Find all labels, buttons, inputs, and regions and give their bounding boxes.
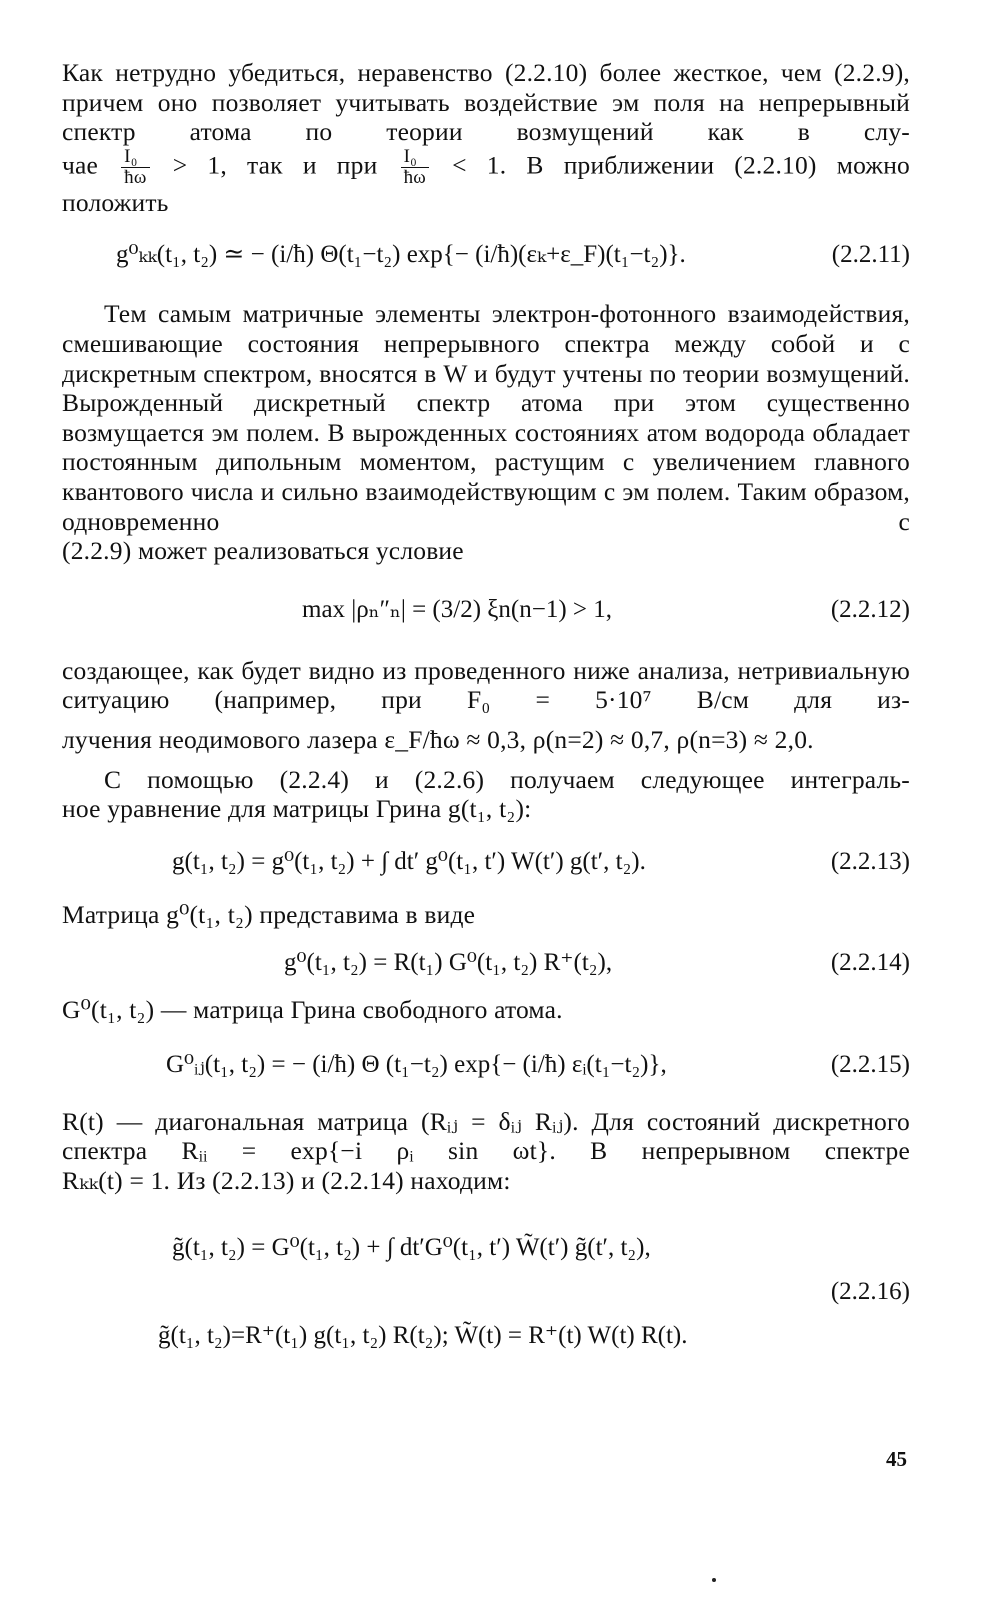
paragraph-3: создающее, как будет видно из проведенного ниже анализа, нетривиальную ситуацию (например, при F₀ = 5·10⁷ В/см для из- — [62, 655, 910, 715]
equation-body: g(t₁, t₂) = g⁰(t₁, t₂) + ∫ dt′ g⁰(t₁, t′) W(t′) g(t′, t₂). — [172, 847, 646, 875]
equation-2-2-16b — [62, 1312, 910, 1360]
equation-number: (2.2.16) — [830, 1277, 910, 1305]
fraction-i0-over-hw-2 — [401, 147, 429, 188]
paragraph-2-end: (2.2.9) может реализоваться условие — [62, 536, 464, 566]
equation-number: (2.2.11) — [831, 241, 910, 269]
text-mid: > 1, так и при — [172, 150, 378, 180]
equation-body: g⁰ₖₖ(t₁, t₂) ≃ − (i/ħ) Θ(t₁−t₂) exp{− (i/ħ)(εₖ+ε_F)(t₁−t₂)}. — [116, 241, 686, 269]
equation-body: g̃(t₁, t₂)=R⁺(t₁) g(t₁, t₂) R(t₂); W̃(t) = R⁺(t) W(t) R(t). — [158, 1321, 688, 1349]
paragraph-2: Тем самым матричные элементы электрон-фотонного взаимодействия, смешивающие состояния непрерывного спектра между собой и с дискретным спектром, вносятся в W и будут учтены по теории возмущений. Вырожденный дискретный спектр атома при этом существенно возмущается эм полем. В вырожденных состояниях атом водорода обладает постоянным дипольным моментом, растущим с увеличением главного квантового числа и сильно взаимодействующим с эм полем. Таким образом, одновременно с — [62, 299, 910, 536]
equation-2-2-11 — [62, 231, 910, 279]
equation-body: g̃(t₁, t₂) = G⁰(t₁, t₂) + ∫ dt′G⁰(t₁, t′) W̃(t′) g̃(t′, t₂), — [172, 1233, 651, 1261]
paragraph-5: Матрица g⁰(t₁, t₂) представима в виде — [62, 899, 476, 929]
text-post: < 1. В приближении (2.2.10) можно — [452, 150, 910, 180]
paragraph-6: G⁰(t₁, t₂) — матрица Грина свободного атома. — [62, 995, 563, 1025]
equation-number: (2.2.14) — [830, 949, 910, 977]
equation-2-2-12 — [62, 586, 910, 634]
equation-2-2-13 — [62, 838, 910, 886]
paragraph-1-line-fractions — [62, 147, 910, 188]
equation-body: G⁰ᵢⱼ(t₁, t₂) = − (i/ħ) Θ (t₁−t₂) exp{− (i/ħ) εᵢ(t₁−t₂)}, — [166, 1050, 667, 1078]
equation-body: g⁰(t₁, t₂) = R(t₁) G⁰(t₁, t₂) R⁺(t₂), — [284, 949, 613, 977]
paragraph-7: R(t) — диагональная матрица (Rᵢⱼ = δᵢⱼ Rᵢⱼ). Для состояний дискретного спектра Rᵢᵢ = exp{−i ρᵢ sin ωt}. В непрерывном спектре — [62, 1106, 910, 1166]
fraction-numerator: I₀ — [401, 147, 429, 168]
equation-number: (2.2.15) — [830, 1050, 910, 1078]
fraction-i0-over-hw — [121, 147, 149, 188]
equation-number: (2.2.13) — [830, 847, 910, 875]
equation-2-2-14 — [62, 939, 910, 987]
equation-body: max |ρₙ″ₙ| = (3/2) ξn(n−1) > 1, — [302, 595, 613, 623]
page-number: 45 — [886, 1447, 907, 1471]
equation-2-2-16a — [62, 1224, 910, 1272]
equation-2-2-16-number-row — [62, 1272, 910, 1312]
equation-number: (2.2.12) — [830, 595, 910, 623]
print-dot — [712, 1578, 716, 1582]
paragraph-4: С помощью (2.2.4) и (2.2.6) получаем следующее интеграль- — [104, 764, 910, 794]
paragraph-1-end: положить — [62, 187, 169, 217]
equation-2-2-15 — [62, 1041, 910, 1089]
fraction-denominator: ħω — [124, 166, 147, 188]
paragraph-3-end: лучения неодимового лазера ε_F/ħω ≈ 0,3, ρ(n=2) ≈ 0,7, ρ(n=3) ≈ 2,0. — [62, 724, 814, 754]
paragraph-4-end: ное уравнение для матрицы Грина g(t₁, t₂): — [62, 794, 532, 824]
paragraph-7-end: Rₖₖ(t) = 1. Из (2.2.13) и (2.2.14) находим: — [62, 1166, 511, 1196]
fraction-denominator: ħω — [403, 166, 426, 188]
paragraph-1: Как нетрудно убедиться, неравенство (2.2.10) более жесткое, чем (2.2.9), причем оно позволяет учитывать воздействие эм поля на непрерывный спектр атома по теории возмущений как в слу- — [62, 58, 910, 147]
fraction-numerator: I₀ — [121, 147, 149, 168]
text-chae: чае — [62, 150, 99, 180]
page-text — [62, 58, 910, 1360]
